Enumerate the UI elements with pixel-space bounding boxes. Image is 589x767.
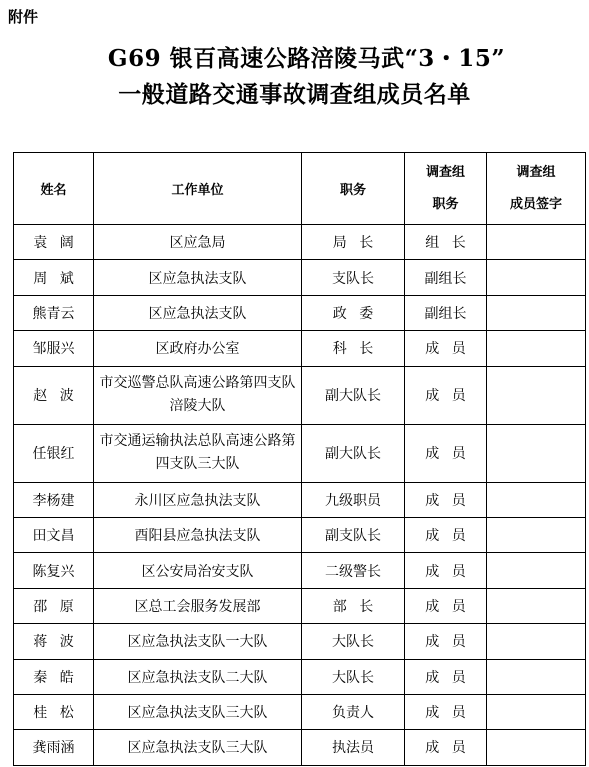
cell-name-text: 龚雨涵 (32, 740, 75, 757)
table-row (14, 517, 586, 552)
cell-name-text: 陈复兴 (32, 563, 75, 580)
cell-position (302, 730, 405, 765)
cell-signature[interactable] (487, 588, 586, 623)
table-row (14, 659, 586, 694)
header-position: 职务 (302, 153, 405, 225)
cell-unit (94, 730, 302, 765)
cell-group-role-text: 副组长 (424, 270, 467, 287)
cell-position (302, 659, 405, 694)
cell-signature[interactable] (487, 517, 586, 552)
cell-unit-text: 市交通运输执法总队高速公路第四支队三大队 (99, 433, 296, 473)
cell-unit (94, 624, 302, 659)
cell-group-role (405, 588, 487, 623)
cell-position (302, 331, 405, 366)
cell-position (302, 553, 405, 588)
cell-unit (94, 482, 302, 517)
table-row (14, 730, 586, 765)
table-row (14, 331, 586, 366)
cell-position (302, 624, 405, 659)
cell-group-role-text: 副组长 (424, 305, 467, 322)
cell-unit (94, 694, 302, 729)
cell-name-text: 邵原 (33, 598, 87, 615)
cell-unit (94, 225, 302, 260)
cell-position-text: 科长 (332, 341, 386, 358)
cell-group-role-text: 成员 (425, 492, 479, 509)
cell-name-text: 邹服兴 (32, 341, 75, 358)
cell-unit-text: 区应急执法支队三大队 (127, 705, 268, 722)
cell-name-text: 袁阔 (33, 235, 87, 252)
cell-name-text: 李杨建 (32, 492, 75, 509)
cell-name (14, 366, 94, 424)
members-table (13, 152, 586, 766)
cell-group-role (405, 517, 487, 552)
cell-position (302, 366, 405, 424)
cell-group-role-text: 成员 (425, 634, 479, 651)
cell-group-role-text: 成员 (425, 740, 479, 757)
cell-position (302, 225, 405, 260)
cell-position-text: 二级警长 (325, 563, 381, 580)
table-row (14, 225, 586, 260)
cell-group-role-text: 成员 (425, 598, 479, 615)
cell-name-text: 蒋波 (33, 634, 87, 651)
cell-name (14, 624, 94, 659)
cell-position-text: 大队长 (332, 669, 374, 686)
cell-group-role (405, 694, 487, 729)
cell-unit (94, 260, 302, 295)
header-unit: 工作单位 (94, 153, 302, 225)
cell-signature[interactable] (487, 694, 586, 729)
cell-unit-text: 区应急执法支队 (148, 270, 247, 287)
cell-group-role-text: 成员 (425, 446, 479, 463)
table-row (14, 424, 586, 482)
cell-unit-text: 区总工会服务发展部 (134, 598, 261, 615)
cell-signature[interactable] (487, 331, 586, 366)
table-row (14, 260, 586, 295)
cell-signature[interactable] (487, 624, 586, 659)
cell-name-text: 赵波 (33, 388, 87, 405)
cell-name-text: 周斌 (33, 270, 87, 287)
cell-group-role (405, 366, 487, 424)
cell-name (14, 225, 94, 260)
table-header-row (14, 153, 586, 225)
cell-name-text: 桂松 (33, 705, 87, 722)
cell-unit (94, 659, 302, 694)
cell-name (14, 331, 94, 366)
header-signature-line-1: 调查组 (516, 164, 556, 180)
cell-position (302, 482, 405, 517)
cell-unit-text: 市交巡警总队高速公路第四支队涪陵大队 (99, 375, 296, 415)
cell-signature[interactable] (487, 225, 586, 260)
table-row (14, 553, 586, 588)
cell-signature[interactable] (487, 424, 586, 482)
cell-name (14, 424, 94, 482)
page-title-line-1: G69 银百高速公路涪陵马武“3・15” (107, 45, 506, 72)
cell-signature[interactable] (487, 482, 586, 517)
table-row (14, 588, 586, 623)
cell-position (302, 295, 405, 330)
cell-name (14, 730, 94, 765)
cell-signature[interactable] (487, 260, 586, 295)
cell-name-text: 田文昌 (32, 528, 75, 545)
cell-name (14, 588, 94, 623)
table-row (14, 694, 586, 729)
page-title-line-2: 一般道路交通事故调查组成员名单 (118, 81, 471, 108)
cell-group-role (405, 553, 487, 588)
cell-unit (94, 366, 302, 424)
cell-group-role (405, 295, 487, 330)
cell-group-role (405, 482, 487, 517)
table-row (14, 295, 586, 330)
cell-unit-text: 永川区应急执法支队 (134, 492, 261, 509)
cell-unit-text: 区应急执法支队 (148, 305, 247, 322)
header-group-role (405, 153, 487, 225)
cell-unit (94, 553, 302, 588)
cell-group-role (405, 225, 487, 260)
cell-position (302, 260, 405, 295)
cell-unit-text: 区应急执法支队一大队 (127, 634, 268, 651)
cell-name-text: 秦皓 (33, 669, 87, 686)
cell-group-role-text: 成员 (425, 563, 479, 580)
cell-group-role (405, 659, 487, 694)
cell-group-role (405, 424, 487, 482)
cell-position (302, 588, 405, 623)
cell-signature[interactable] (487, 730, 586, 765)
cell-position-text: 部长 (332, 598, 386, 615)
cell-position (302, 517, 405, 552)
cell-group-role (405, 624, 487, 659)
cell-position-text: 政委 (332, 305, 386, 322)
cell-position-text: 支队长 (332, 270, 374, 287)
header-group-role-line-2: 职务 (432, 196, 459, 212)
cell-signature[interactable] (487, 295, 586, 330)
cell-position-text: 副支队长 (325, 528, 381, 545)
cell-unit (94, 588, 302, 623)
table-row (14, 624, 586, 659)
cell-name (14, 517, 94, 552)
cell-unit-text: 区应急局 (169, 235, 226, 252)
cell-group-role-text: 成员 (425, 705, 479, 722)
header-signature (487, 153, 586, 225)
cell-group-role (405, 260, 487, 295)
cell-unit-text: 区公安局治安支队 (141, 563, 254, 580)
cell-position-text: 局长 (332, 235, 386, 252)
cell-group-role-text: 成员 (425, 341, 479, 358)
cell-name (14, 694, 94, 729)
cell-name-text: 熊青云 (32, 305, 75, 322)
cell-unit (94, 424, 302, 482)
cell-group-role-text: 组长 (425, 235, 479, 252)
table-row (14, 366, 586, 424)
table-row (14, 482, 586, 517)
header-name: 姓名 (14, 153, 94, 225)
cell-position (302, 424, 405, 482)
cell-name (14, 659, 94, 694)
cell-name (14, 553, 94, 588)
header-signature-line-2: 成员签字 (509, 196, 562, 212)
cell-name (14, 295, 94, 330)
cell-group-role-text: 成员 (425, 388, 479, 405)
cell-unit (94, 331, 302, 366)
cell-position-text: 负责人 (332, 705, 374, 722)
cell-position-text: 副大队长 (325, 388, 381, 405)
cell-unit-text: 区政府办公室 (155, 341, 240, 358)
cell-signature[interactable] (487, 366, 586, 424)
cell-name (14, 482, 94, 517)
cell-position-text: 副大队长 (325, 446, 381, 463)
cell-group-role (405, 730, 487, 765)
cell-unit (94, 295, 302, 330)
cell-group-role-text: 成员 (425, 669, 479, 686)
cell-unit-text: 区应急执法支队三大队 (127, 740, 268, 757)
cell-position-text: 大队长 (332, 634, 374, 651)
cell-group-role-text: 成员 (425, 528, 479, 545)
cell-name-text: 任银红 (32, 446, 75, 463)
cell-signature[interactable] (487, 659, 586, 694)
attachment-label: 附件 (8, 8, 39, 26)
cell-position-text: 九级职员 (325, 492, 381, 509)
cell-name (14, 260, 94, 295)
cell-signature[interactable] (487, 553, 586, 588)
cell-position (302, 694, 405, 729)
cell-group-role (405, 331, 487, 366)
cell-position-text: 执法员 (332, 740, 374, 757)
cell-unit-text: 酉阳县应急执法支队 (134, 528, 261, 545)
cell-unit (94, 517, 302, 552)
cell-unit-text: 区应急执法支队二大队 (127, 669, 268, 686)
header-group-role-line-1: 调查组 (425, 164, 465, 180)
